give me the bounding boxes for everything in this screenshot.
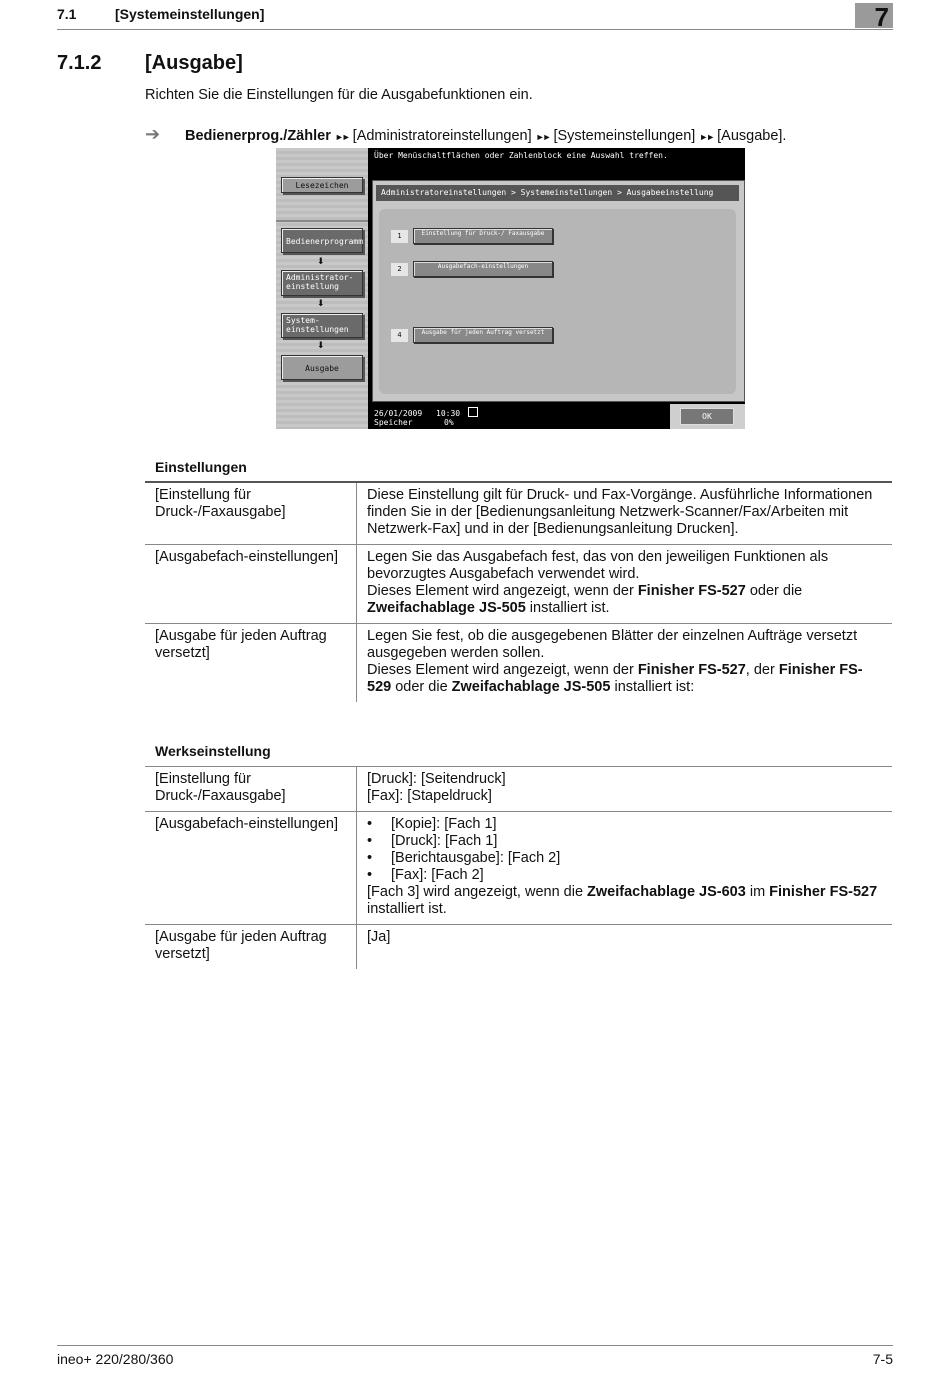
- note-text: oder die: [745, 583, 803, 599]
- heading-title: [Ausgabe]: [145, 52, 243, 74]
- sidebar-divider: [276, 220, 368, 222]
- setting-description: [357, 545, 893, 624]
- default-line: [Druck]: [Seitendruck]: [367, 771, 506, 787]
- device-name: Zweifachablage JS-505: [367, 600, 526, 616]
- defaults-table: [145, 766, 892, 969]
- setting-name: [Ausgabefach-einstellungen]: [145, 812, 357, 925]
- path-first: Bedienerprog./Zähler: [185, 128, 331, 144]
- note-text: Dieses Element wird angezeigt, wenn der: [367, 662, 638, 678]
- footer-model: ineo+ 220/280/360: [57, 1351, 174, 1367]
- note-text: , der: [745, 662, 779, 678]
- chapter-badge: 7: [855, 3, 893, 28]
- device-name: Zweifachablage JS-505: [451, 679, 611, 695]
- settings-table: [145, 481, 892, 702]
- intro-text: Richten Sie die Einstellungen für die Ausgabefunktionen ein.: [145, 87, 533, 103]
- table-row: [145, 482, 892, 545]
- menu-item-number: 2: [391, 263, 408, 276]
- table-row: [145, 545, 892, 624]
- default-line: [Fax]: [Stapeldruck]: [367, 788, 492, 804]
- device-name: Finisher FS-527: [769, 884, 878, 900]
- screen-status-bar: [370, 404, 745, 429]
- default-list: [367, 816, 882, 884]
- path-separator-icon: ►►: [334, 132, 349, 142]
- setting-name: [Ausgabe für jeden Auftrag versetzt]: [145, 925, 357, 970]
- menu-item-number: 4: [391, 329, 408, 342]
- setting-name: [Einstellung für Druck-/Faxausgabe]: [145, 767, 357, 812]
- device-name: Finisher FS-527: [637, 662, 746, 678]
- setting-name: [Ausgabefach-einstellungen]: [145, 545, 357, 624]
- defaults-heading: Werkseinstellung: [155, 743, 271, 759]
- setting-description: Diese Einstellung gilt für Druck- und Fax-Vorgänge. Ausführliche Informationen finden Sie in der [Bedienungsanleitung Netzwerk-Scanner/Fax/Arbeiten mit Netzwerk-Fax] und in der [Bedienungsanleitung Drucken].: [367, 487, 873, 537]
- down-arrow-icon: ⬇: [317, 298, 325, 308]
- table-row: [145, 767, 892, 812]
- default-value: [357, 812, 893, 925]
- section-title: [Systemeinstellungen]: [115, 6, 265, 22]
- ok-button[interactable]: OK: [680, 408, 734, 425]
- status-job-icon: [468, 407, 478, 417]
- description-text: Legen Sie fest, ob die ausgegebenen Blätter der einzelnen Aufträge versetzt ausgegeben werden sollen.: [367, 628, 858, 661]
- setting-name: [Einstellung für Druck-/Faxausgabe]: [145, 482, 357, 545]
- path-arrow-icon: ➔: [145, 124, 161, 144]
- note-text: im: [745, 884, 770, 900]
- settings-heading: Einstellungen: [155, 459, 247, 475]
- section-number: 7.1: [57, 6, 77, 22]
- path-step: [Ausgabe].: [717, 128, 787, 144]
- menu-item-print-fax-output[interactable]: Einstellung für Druck-/ Faxausgabe: [413, 228, 553, 244]
- running-header: [57, 5, 893, 30]
- device-name: Zweifachablage JS-603: [587, 884, 746, 900]
- table-row: [145, 624, 892, 703]
- note-text: installiert ist:: [610, 679, 695, 695]
- nav-output[interactable]: Ausgabe: [281, 355, 363, 380]
- panel-sidebar: [276, 148, 368, 429]
- description-note: [367, 662, 882, 696]
- nav-admin-settings[interactable]: Administrator-einstellung: [281, 270, 363, 296]
- note-text: installiert ist.: [367, 901, 447, 917]
- screen-main-area: [372, 180, 745, 402]
- page-number: 7-5: [872, 1351, 893, 1367]
- list-item: • [Berichtausgabe]: [Fach 2]: [367, 850, 882, 867]
- default-note: [367, 884, 882, 918]
- memory-label: Speicher: [374, 418, 413, 427]
- path-step: [Systemeinstellungen]: [553, 128, 696, 144]
- ok-area: [670, 404, 745, 429]
- setting-name: [Ausgabe für jeden Auftrag versetzt]: [145, 624, 357, 703]
- memory-value: 0%: [444, 418, 454, 427]
- heading-number: 7.1.2: [57, 52, 102, 74]
- path-step: [Administratoreinstellungen]: [352, 128, 532, 144]
- table-row: [145, 812, 892, 925]
- nav-system-settings[interactable]: System-einstellungen: [281, 313, 363, 338]
- page-footer: [57, 1345, 893, 1367]
- description-note: [367, 583, 882, 617]
- note-text: [Fach 3] wird angezeigt, wenn die: [367, 884, 588, 900]
- default-value: [357, 767, 893, 812]
- description-text: Legen Sie das Ausgabefach fest, das von den jeweiligen Funktionen als bevorzugtes Ausgabefach verwendet wird.: [367, 549, 829, 582]
- note-text: Dieses Element wird angezeigt, wenn der: [367, 583, 638, 599]
- menu-item-offset-output[interactable]: Ausgabe für jeden Auftrag versetzt: [413, 327, 553, 343]
- status-date: 26/01/2009: [374, 409, 423, 418]
- device-name: Finisher FS-529: [367, 662, 863, 695]
- note-text: installiert ist.: [525, 600, 610, 616]
- path-separator-icon: ►►: [535, 132, 550, 142]
- nav-operator-program[interactable]: Bedienerprogramm: [281, 228, 363, 253]
- menu-list: [379, 209, 736, 394]
- bookmark-button[interactable]: Lesezeichen: [281, 177, 363, 193]
- note-text: oder die: [391, 679, 452, 695]
- list-item: • [Druck]: [Fach 1]: [367, 833, 882, 850]
- screen-message: Über Menüschaltflächen oder Zahlenblock eine Auswahl treffen.: [370, 148, 745, 176]
- control-panel-screenshot: [276, 148, 745, 429]
- setting-description: [357, 624, 893, 703]
- down-arrow-icon: ⬇: [317, 340, 325, 350]
- menu-item-number: 1: [391, 230, 408, 243]
- list-item: • [Kopie]: [Fach 1]: [367, 816, 882, 833]
- screen-breadcrumb: Administratoreinstellungen > Systemeinstellungen > Ausgabeeinstellung: [376, 185, 739, 201]
- default-value: [Ja]: [367, 929, 391, 945]
- menu-path: [145, 124, 786, 145]
- status-time: 10:30: [436, 409, 461, 418]
- list-item: • [Fax]: [Fach 2]: [367, 867, 882, 884]
- menu-item-output-tray[interactable]: Ausgabefach-einstellungen: [413, 261, 553, 277]
- table-row: [145, 925, 892, 970]
- path-separator-icon: ►►: [699, 132, 714, 142]
- down-arrow-icon: ⬇: [317, 256, 325, 266]
- device-name: Finisher FS-527: [637, 583, 746, 599]
